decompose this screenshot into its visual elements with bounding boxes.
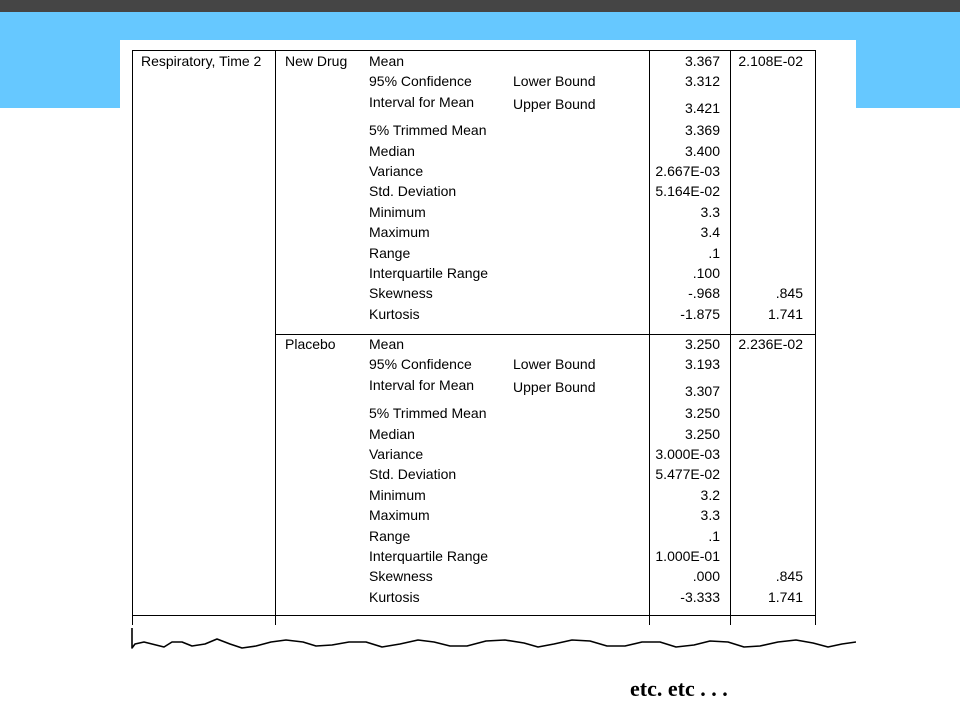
stat-label: 95% Confidence	[369, 73, 472, 90]
table-column-rule	[132, 50, 133, 625]
table-bottom-rule	[132, 615, 815, 616]
statistic-value: 5.477E-02	[655, 466, 720, 483]
bound-label: Lower Bound	[513, 356, 596, 373]
statistic-value: 2.667E-03	[655, 163, 720, 179]
bound-label: Upper Bound	[513, 378, 596, 395]
stat-label: Std. Deviation	[369, 466, 457, 483]
statistic-value: 3.3	[700, 507, 720, 524]
stat-label: Median	[369, 425, 415, 442]
group-separator-rule	[275, 334, 815, 335]
group-label: New Drug	[285, 53, 348, 69]
std-error-value: 1.741	[767, 305, 803, 322]
stat-label: Minimum	[369, 486, 426, 503]
torn-edge	[120, 620, 856, 650]
stat-label: Interval for Mean	[369, 376, 475, 393]
slide-top-bar	[0, 0, 960, 12]
statistic-value: 3.000E-03	[655, 446, 720, 462]
statistic-value: -1.875	[680, 305, 720, 322]
table-top-rule	[132, 50, 815, 51]
stat-label: Skewness	[369, 285, 433, 302]
statistic-value: 5.164E-02	[655, 183, 720, 200]
statistic-value: 3.307	[684, 382, 720, 399]
statistic-value: 3.400	[684, 142, 720, 159]
stat-label: Interquartile Range	[369, 265, 489, 281]
statistic-value: -.968	[688, 285, 720, 302]
statistic-value: .000	[692, 568, 720, 585]
stat-label: 5% Trimmed Mean	[369, 122, 487, 139]
stat-label: 95% Confidence	[369, 356, 472, 373]
statistic-value: 3.250	[684, 405, 720, 422]
statistic-value: .1	[708, 244, 720, 261]
stat-label: Minimum	[369, 203, 426, 220]
std-error-value: 1.741	[767, 588, 803, 605]
statistic-value: 3.367	[684, 53, 720, 69]
statistic-value: -3.333	[680, 588, 720, 605]
measure-label: Respiratory, Time 2	[141, 53, 262, 69]
statistic-value: 1.000E-01	[655, 548, 720, 564]
stat-label: Variance	[369, 163, 424, 179]
statistic-value: 3.250	[684, 336, 720, 352]
table-column-rule	[815, 50, 816, 625]
descriptives-table-screenshot	[120, 40, 856, 650]
stat-label: Kurtosis	[369, 588, 420, 605]
descriptives-table	[120, 40, 856, 650]
statistic-value: 3.421	[684, 99, 720, 116]
stat-label: Std. Deviation	[369, 183, 457, 200]
stat-label: Median	[369, 142, 415, 159]
statistic-value: .100	[692, 265, 720, 281]
bound-label: Upper Bound	[513, 95, 596, 112]
group-label: Placebo	[285, 336, 336, 352]
std-error-value: .845	[775, 568, 803, 585]
statistic-value: 3.193	[684, 356, 720, 373]
table-column-rule	[275, 50, 276, 625]
statistic-value: 3.369	[684, 122, 720, 139]
bound-label: Lower Bound	[513, 73, 596, 90]
stat-label: Maximum	[369, 224, 430, 241]
stat-label: Skewness	[369, 568, 433, 585]
std-error-value: 2.236E-02	[738, 336, 803, 352]
std-error-value: 2.108E-02	[738, 53, 803, 69]
stat-label: Range	[369, 527, 411, 544]
stat-label: Interval for Mean	[369, 93, 475, 110]
statistic-value: 3.250	[684, 425, 720, 442]
stat-label: Range	[369, 244, 411, 261]
stat-label: Kurtosis	[369, 305, 420, 322]
stat-label: Variance	[369, 446, 424, 462]
statistic-value: .1	[708, 527, 720, 544]
statistic-value: 3.2	[700, 486, 720, 503]
statistic-value: 3.312	[684, 73, 720, 90]
stat-label: Maximum	[369, 507, 430, 524]
stat-label: Mean	[369, 336, 405, 352]
std-error-value: .845	[775, 285, 803, 302]
stat-label: Interquartile Range	[369, 548, 489, 564]
statistic-value: 3.3	[700, 203, 720, 220]
etc-footer-note: etc. etc . . .	[630, 676, 728, 701]
stat-label: 5% Trimmed Mean	[369, 405, 487, 422]
stat-label: Mean	[369, 53, 405, 69]
statistic-value: 3.4	[700, 224, 720, 241]
